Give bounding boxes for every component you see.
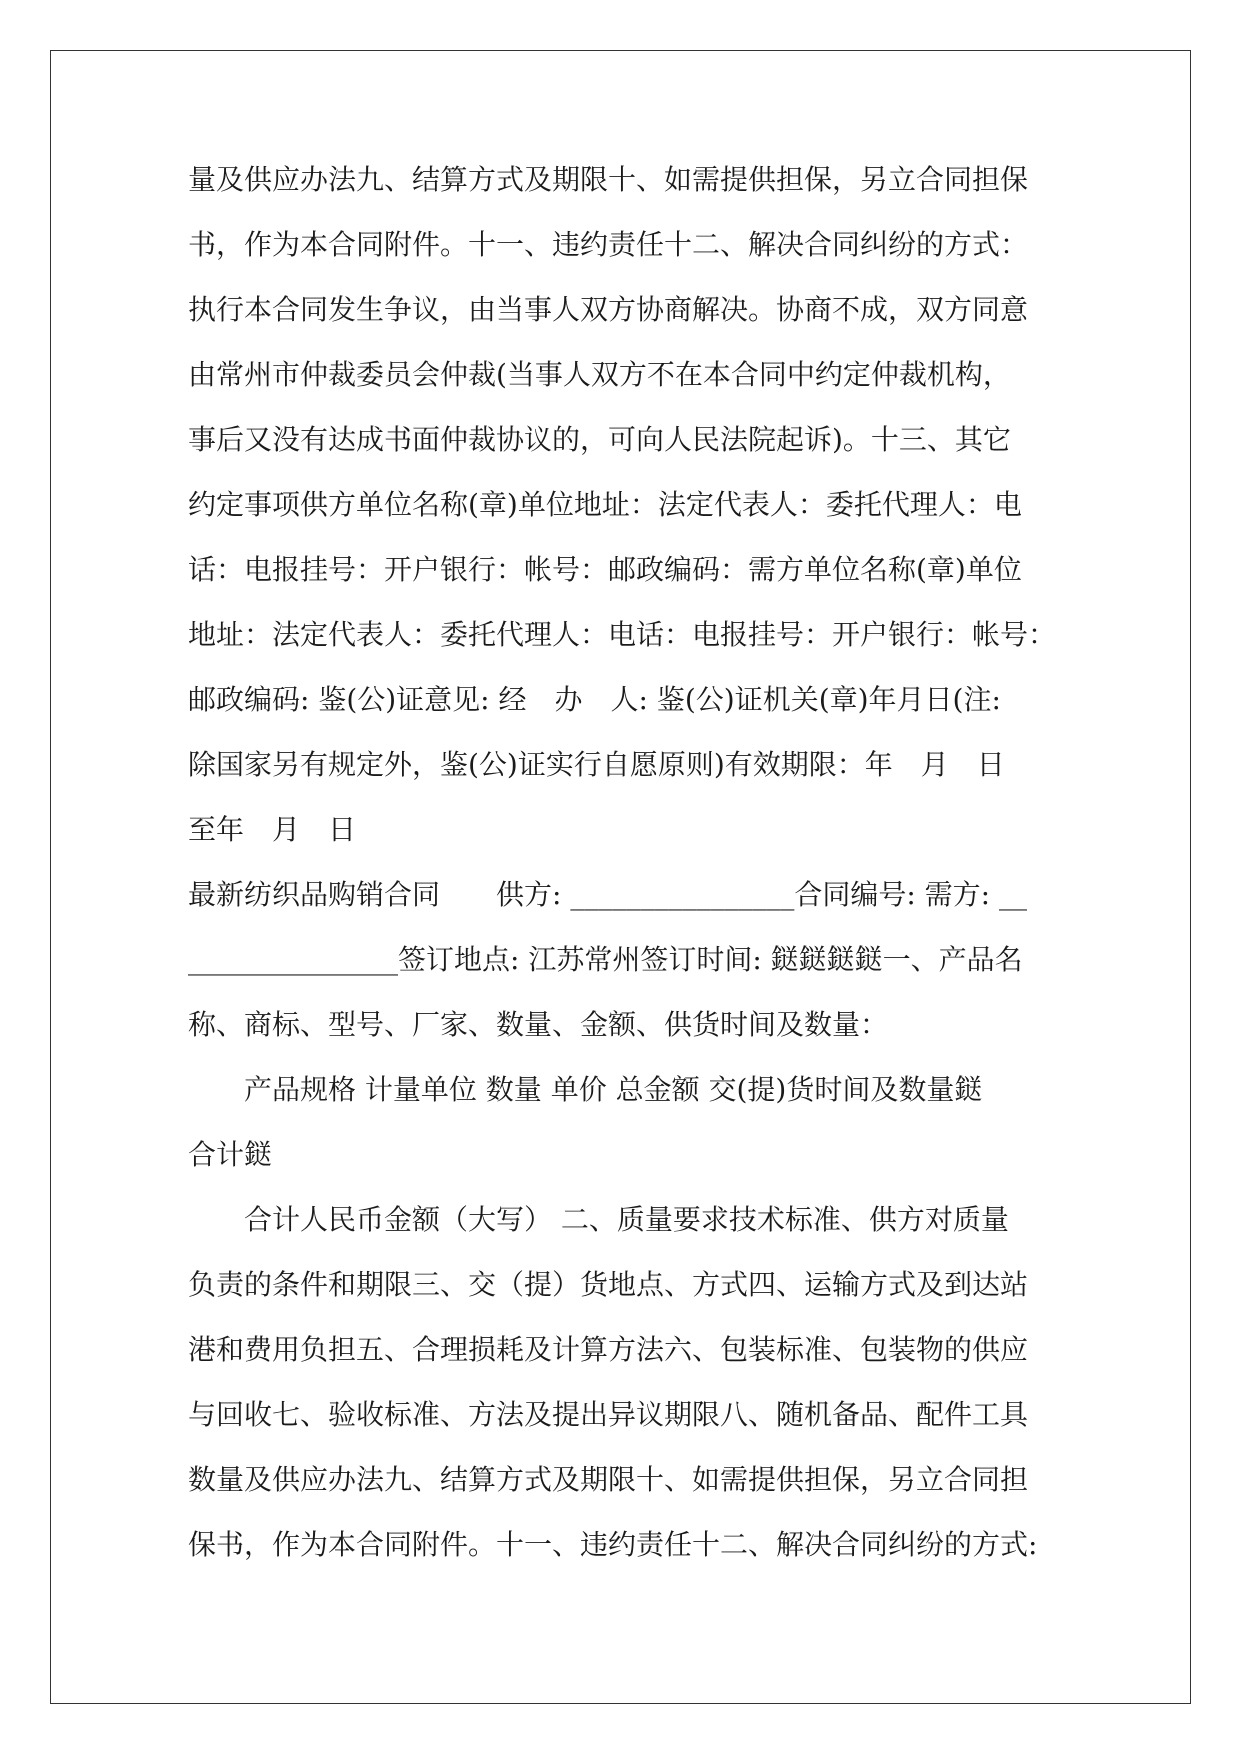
text-line: 由常州市仲裁委员会仲裁(当事人双方不在本合同中约定仲裁机构，	[188, 358, 1011, 391]
text-line: 除国家另有规定外，鉴(公)证实行自愿原则)有效期限：年 月 日	[188, 748, 1005, 781]
text-line: 负责的条件和期限三、交（提）货地点、方式四、运输方式及到达站	[188, 1268, 1029, 1301]
text-line: 地址：法定代表人：委托代理人：电话：电报挂号：开户银行：帐号：	[188, 618, 1057, 651]
text-line: 话：电报挂号：开户银行：帐号：邮政编码：需方单位名称(章)单位	[188, 553, 1022, 586]
text-line: 书，作为本合同附件。十一、违约责任十二、解决合同纠纷的方式：	[188, 228, 1029, 261]
table-header-line: 产品规格 计量单位 数量 单价 总金额 交(提)货时间及数量鎹	[244, 1073, 983, 1106]
text-line: 称、商标、型号、厂家、数量、金额、供货时间及数量：	[188, 1008, 889, 1041]
text-line: _______________签订地点: 江苏常州签订时间: 鎹鎹鎹鎹一、产品名	[188, 943, 1023, 976]
text-line: 邮政编码: 鉴(公)证意见: 经 办 人: 鉴(公)证机关(章)年月日(注:	[188, 683, 1001, 716]
text-line: 保书，作为本合同附件。十一、违约责任十二、解决合同纠纷的方式:	[188, 1528, 1038, 1561]
text-line: 事后又没有达成书面仲裁协议的，可向人民法院起诉)。十三、其它	[188, 423, 1011, 456]
text-line: 港和费用负担五、合理损耗及计算方法六、包装标准、包装物的供应	[188, 1333, 1029, 1366]
text-line: 合计人民币金额（大写） 二、质量要求技术标准、供方对质量	[244, 1203, 1009, 1236]
contract-title-line: 最新纺织品购销合同 供方: ________________合同编号: 需方: __	[188, 878, 1028, 911]
document-body	[188, 160, 1058, 1590]
text-line: 约定事项供方单位名称(章)单位地址：法定代表人：委托代理人：电	[188, 488, 1022, 521]
text-line: 至年 月 日	[188, 813, 357, 846]
text-line: 数量及供应办法九、结算方式及期限十、如需提供担保，另立合同担	[188, 1463, 1029, 1496]
text-line: 量及供应办法九、结算方式及期限十、如需提供担保，另立合同担保	[188, 163, 1029, 196]
text-line: 与回收七、验收标准、方法及提出异议期限八、随机备品、配件工具	[188, 1398, 1029, 1431]
table-total-line: 合计鎹	[188, 1138, 273, 1171]
text-line: 执行本合同发生争议，由当事人双方协商解决。协商不成，双方同意	[188, 293, 1029, 326]
